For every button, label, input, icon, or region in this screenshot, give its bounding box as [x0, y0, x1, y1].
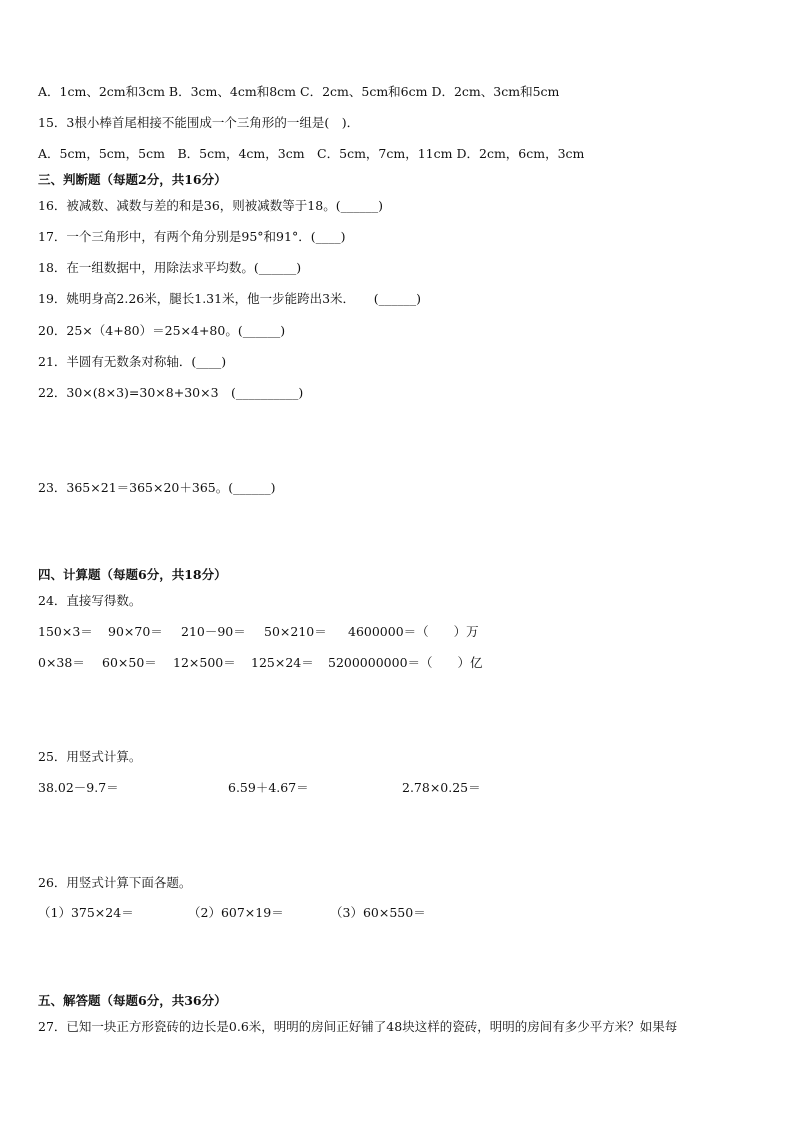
q15-stem: 15．3根小棒首尾相接不能围成一个三角形的一组是( )．	[38, 115, 360, 130]
q26-item-1: （1）375×24＝	[38, 905, 134, 920]
q25-stem: 25．用竖式计算。	[38, 749, 142, 764]
q24-r2-c2: 60×50＝	[102, 655, 157, 670]
q26-item-2: （2）607×19＝	[188, 905, 284, 920]
section3-title: 三、判断题（每题2分，共16分）	[38, 172, 227, 187]
section5-title: 五、解答题（每题6分，共36分）	[38, 993, 227, 1008]
q21: 21．半圆有无数条对称轴．(____)	[38, 354, 227, 369]
q20: 20．25×（4+80）＝25×4+80。(______)	[38, 323, 286, 338]
q25-item-2: 6.59＋4.67＝	[228, 780, 309, 795]
q25-item-1: 38.02－9.7＝	[38, 780, 119, 795]
q25-item-3: 2.78×0.25＝	[402, 780, 481, 795]
q24-r1-c4: 50×210＝	[264, 624, 327, 639]
q23: 23．365×21＝365×20＋365。(______)	[38, 480, 276, 495]
q17: 17．一个三角形中，有两个角分别是95°和91°．(____)	[38, 229, 346, 244]
q24-r1-c2: 90×70＝	[108, 624, 163, 639]
q24-r2-c5: 5200000000＝（ ）亿	[328, 655, 483, 670]
q14-options: A．1cm、2cm和3cm B．3cm、4cm和8cm C．2cm、5cm和6cm D．2cm、3cm和5cm	[38, 84, 560, 99]
q18: 18．在一组数据中，用除法求平均数。(______)	[38, 260, 302, 275]
q24-r2-c3: 12×500＝	[173, 655, 236, 670]
q15-options: A．5cm，5cm，5cm B．5cm，4cm，3cm C．5cm，7cm，11cm D．2cm，6cm，3cm	[38, 146, 585, 161]
q24-r2-c1: 0×38＝	[38, 655, 85, 670]
q19: 19．姚明身高2.26米，腿长1.31米，他一步能跨出3米． (______)	[38, 291, 422, 306]
q24-r2-c4: 125×24＝	[251, 655, 314, 670]
q22: 22．30×(8×3)=30×8+30×3 (__________)	[38, 385, 304, 400]
q24-r1-c1: 150×3＝	[38, 624, 93, 639]
section4-title: 四、计算题（每题6分，共18分）	[38, 567, 227, 582]
q26-stem: 26．用竖式计算下面各题。	[38, 875, 192, 890]
q24-r1-c3: 210－90＝	[181, 624, 246, 639]
q24-stem: 24．直接写得数。	[38, 593, 142, 608]
q27: 27．已知一块正方形瓷砖的边长是0.6米，明明的房间正好铺了48块这样的瓷砖，明明的房间有多少平方米？如果每	[38, 1019, 678, 1034]
q16: 16．被减数、减数与差的和是36，则被减数等于18。(______)	[38, 198, 383, 213]
q24-r1-c5: 4600000＝（ ）万	[348, 624, 479, 639]
q26-item-3: （3）60×550＝	[330, 905, 426, 920]
